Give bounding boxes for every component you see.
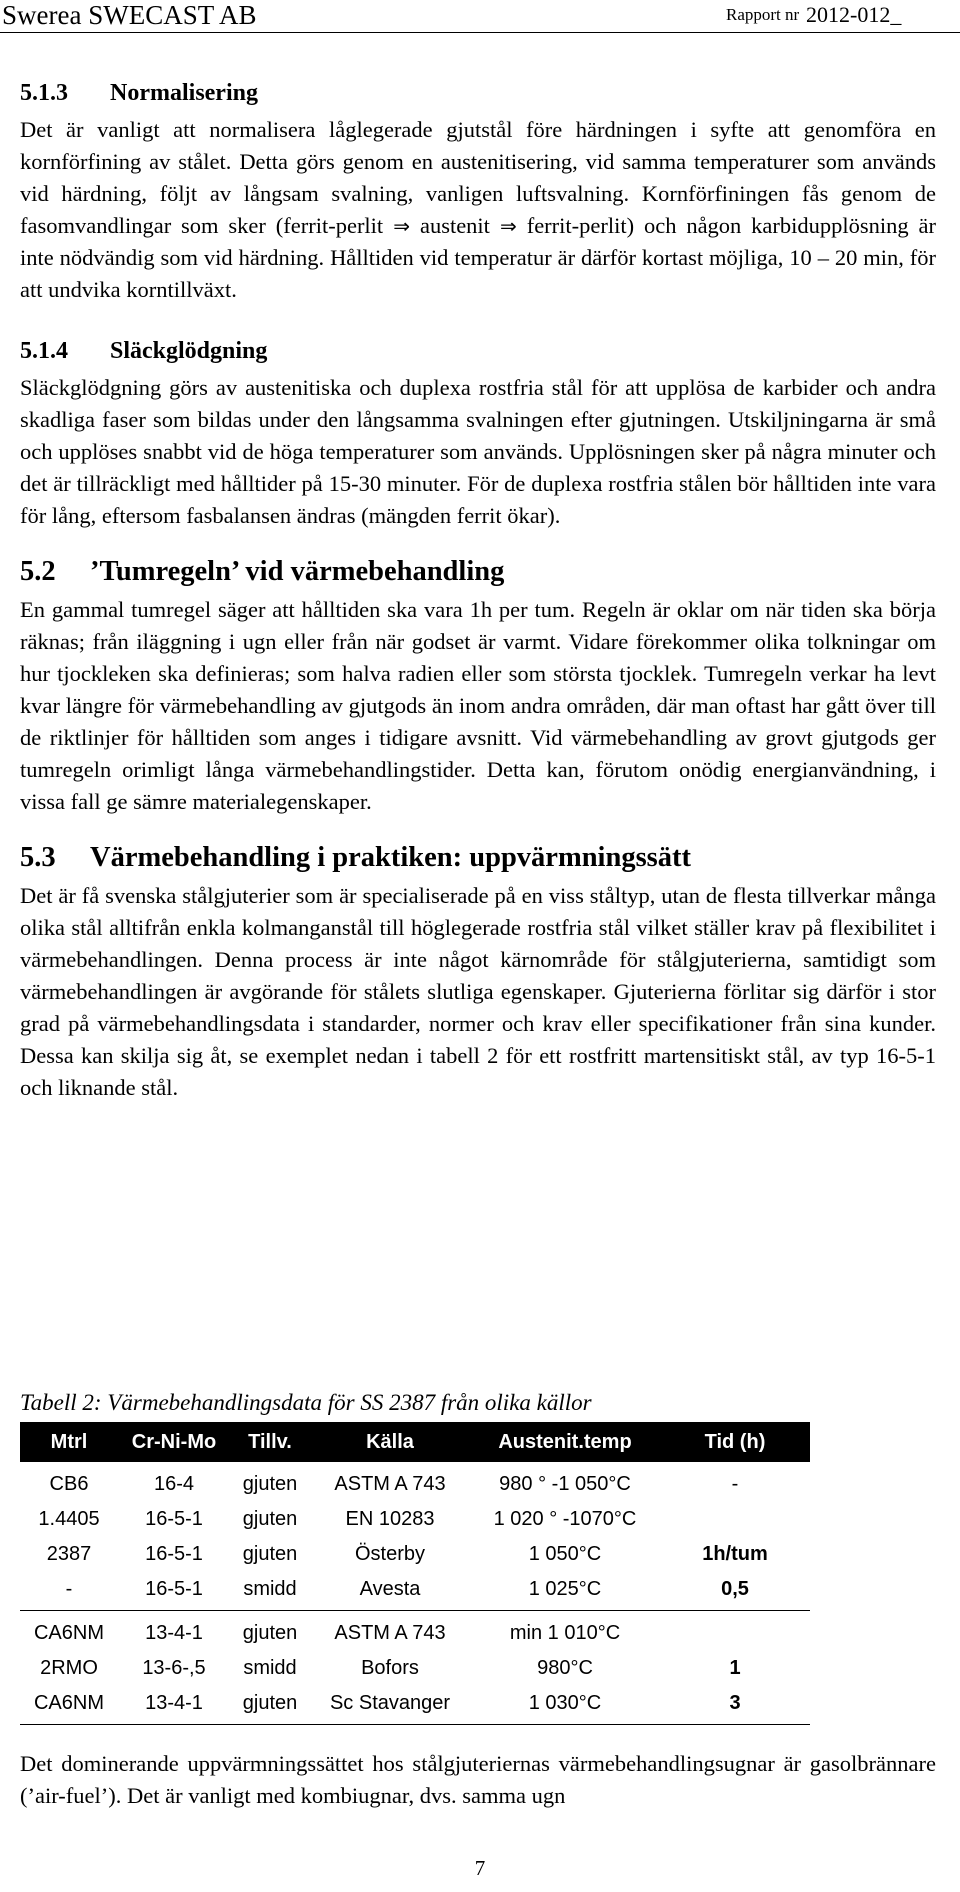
table-cell: 16-5-1 bbox=[145, 1578, 203, 1600]
table-cell: CA6NM bbox=[33, 1692, 104, 1714]
table-cell: 3 bbox=[729, 1692, 741, 1714]
table-cell: - bbox=[731, 1473, 739, 1495]
page-number: 7 bbox=[474, 1856, 486, 1880]
table-cell: 2387 bbox=[46, 1543, 92, 1565]
table-cell: 1h/tum bbox=[702, 1543, 768, 1565]
table-row bbox=[20, 1616, 810, 1651]
table-cell: CB6 bbox=[49, 1473, 89, 1495]
table-row-group bbox=[20, 1611, 810, 1725]
section-number: 5.1.3 bbox=[20, 80, 68, 106]
section-title: Släckglödgning bbox=[110, 338, 268, 364]
paragraph-gasolbrannare: Det dominerande uppvärmningssättet hos stålgjuteriernas värmebehandlingsugnar är gasolbrännare (’air-fuel’). Det är vanligt med kombiugnar, dvs. samma ugn bbox=[20, 1751, 936, 1808]
paragraph-text: ferrit-perlit) och någon karbidupplösning är inte nödvändig som vid härdning. Hålltiden vid temperatur är därför kortast möjliga, 10 – 20 min, för att undvika korntillväxt. bbox=[20, 213, 936, 302]
table-row bbox=[20, 1651, 810, 1686]
table-row bbox=[20, 1572, 810, 1607]
table-row bbox=[20, 1686, 810, 1721]
table-cell: 13-6-,5 bbox=[142, 1657, 206, 1679]
table-cell: 1 020 ° -1070°C bbox=[493, 1508, 637, 1530]
table-cell: ASTM A 743 bbox=[334, 1473, 446, 1495]
section-number: 5.2 bbox=[20, 556, 56, 587]
column-header: Austenit.temp bbox=[498, 1430, 632, 1453]
section-title: ’Tumregeln’ vid värmebehandling bbox=[90, 556, 505, 587]
table-row bbox=[20, 1467, 810, 1502]
table-cell: 980 ° -1 050°C bbox=[499, 1473, 631, 1495]
report-number-label: Rapport nr bbox=[726, 5, 800, 24]
header-rule bbox=[0, 32, 960, 33]
paragraph-tumregeln: En gammal tumregel säger att hålltiden ska vara 1h per tum. Regeln är oklar om när tiden ska börja räknas; från iläggning i ugn eller från när godset är varmt. Vidare förekommer olika tolkningar om hur tjockleken ska definieras; som halva radien eller som största tjocklek. Tumregeln verkar ha levt kvar längre för värmebehandling av gjutgods än inom andra områden, där man oftast har gått över till de riktlinjer för hålltiden som anges i tidigare avsnitt. Vid värmebehandling av grovt gjutgods ger tumregeln orimligt långa värmebehandlingstider. Detta kan, förutom onödig energianvändning, i vissa fall ge sämre materialegenskaper. bbox=[20, 597, 936, 814]
table-cell: 1 030°C bbox=[528, 1692, 602, 1714]
column-header: Cr-Ni-Mo bbox=[131, 1430, 217, 1453]
section-heading-5-2 bbox=[20, 554, 936, 590]
table-cell: gjuten bbox=[242, 1622, 298, 1644]
table-cell: Österby bbox=[354, 1543, 426, 1565]
company-name: Swerea SWECAST AB bbox=[2, 0, 257, 30]
paragraph-normalisering bbox=[20, 114, 936, 306]
table-cell: smidd bbox=[243, 1578, 297, 1600]
table-cell: 16-5-1 bbox=[145, 1543, 203, 1565]
table-cell: 16-5-1 bbox=[145, 1508, 203, 1530]
table-row bbox=[20, 1502, 810, 1537]
paragraph-text: austenit bbox=[419, 213, 490, 238]
table-cell: 13-4-1 bbox=[145, 1692, 203, 1714]
closing-content bbox=[20, 1748, 936, 1812]
table-header-row bbox=[20, 1422, 810, 1462]
section-heading-5-3 bbox=[20, 840, 936, 876]
table-cell: gjuten bbox=[242, 1692, 298, 1714]
section-number: 5.3 bbox=[20, 842, 56, 873]
column-header: Tillv. bbox=[248, 1430, 292, 1453]
column-header: Källa bbox=[366, 1430, 414, 1453]
table-caption: Tabell 2: Värmebehandlingsdata för SS 2387 från olika källor bbox=[20, 1390, 592, 1415]
table-cell: ASTM A 743 bbox=[334, 1622, 446, 1644]
table-cell: smidd bbox=[243, 1657, 297, 1679]
report-date: 2012-012_ bbox=[806, 2, 902, 27]
table-cell: 16-4 bbox=[153, 1473, 195, 1495]
table-cell: 1 050°C bbox=[528, 1543, 602, 1565]
column-header: Mtrl bbox=[50, 1430, 88, 1453]
heat-treatment-table bbox=[20, 1422, 810, 1725]
section-title: Värmebehandling i praktiken: uppvärmningssätt bbox=[90, 842, 691, 873]
table-cell: Sc Stavanger bbox=[329, 1692, 451, 1714]
paragraph-slackglodgning: Släckglödgning görs av austenitiska och duplexa rostfria stål för att upplösa de karbider och andra skadliga faser som bildas under den långsamma svalningen efter gjutningen. Utskiljningarna är små och upplöses snabbt vid de höga temperaturer som används. Upplösningen sker på några minuter och det är tillräckligt med hålltider på 15-30 minuter. För de duplexa rostfria stålen bör hålltiden inte vara för lång, eftersom fasbalansen ändras (mängden ferrit ökar). bbox=[20, 375, 936, 528]
table-cell: 1 025°C bbox=[528, 1578, 602, 1600]
table-cell: gjuten bbox=[242, 1473, 298, 1495]
table-cell: EN 10283 bbox=[345, 1508, 435, 1530]
paragraph-text: Det är vanligt att normalisera låglegerade gjutstål före härdningen i syfte att genomföra en kornförfining av stålet. Detta görs genom en austenitisering, vid samma temperaturer som används vid härdning, följt av långsam svalning, vanligen luftsvalning. Kornförfiningen fås genom de fasomvandlingar som sker (ferrit-perlit bbox=[20, 117, 936, 238]
table-row bbox=[20, 1537, 810, 1572]
section-title: Normalisering bbox=[110, 80, 258, 106]
table-cell: min 1 010°C bbox=[509, 1622, 621, 1644]
table-cell: 980°C bbox=[537, 1657, 593, 1679]
table-cell: 0,5 bbox=[721, 1578, 749, 1600]
table-cell: CA6NM bbox=[33, 1622, 104, 1644]
implies-arrow-icon: ⇒ bbox=[393, 214, 410, 238]
table-row-group bbox=[20, 1462, 810, 1611]
paragraph-uppvarmningssatt: Det är få svenska stålgjuterier som är specialiserade på en viss ståltyp, utan de flesta tillverkar många olika stål alltifrån enkla kolmanganstål till höglegerade rostfria stål vilket ställer krav på flexibilitet i värmebehandlingen. Denna process är inte något kärnområde för stålgjuterierna, samtidigt som värmebehandlingen är avgörande för stålets slutliga egenskaper. Gjuterierna förlitar sig därför i stor grad på värmebehandlingsdata i standarder, normer och krav eller specifikationer från sina kunder. Dessa kan skilja sig åt, se exemplet nedan i tabell 2 för ett rostfritt martensitiskt stål, av typ 16-5-1 och liknande stål. bbox=[20, 883, 936, 1100]
table-cell: Bofors bbox=[361, 1657, 419, 1679]
section-number: 5.1.4 bbox=[20, 338, 68, 364]
table-cell: 2RMO bbox=[40, 1657, 98, 1679]
page-header bbox=[0, 0, 960, 34]
table-cell: 13-4-1 bbox=[145, 1622, 203, 1644]
table-cell: gjuten bbox=[242, 1543, 298, 1565]
section-heading-5-1-4 bbox=[20, 336, 936, 366]
table-cell: - bbox=[65, 1578, 73, 1600]
section-heading-5-1-3 bbox=[20, 78, 936, 108]
main-content bbox=[20, 78, 936, 1104]
table-cell: 1.4405 bbox=[38, 1508, 100, 1530]
table-cell: 1 bbox=[729, 1657, 741, 1679]
table-cell: gjuten bbox=[242, 1508, 298, 1530]
table-cell: Avesta bbox=[359, 1578, 421, 1600]
column-header: Tid (h) bbox=[704, 1430, 766, 1453]
implies-arrow-icon: ⇒ bbox=[499, 214, 517, 238]
